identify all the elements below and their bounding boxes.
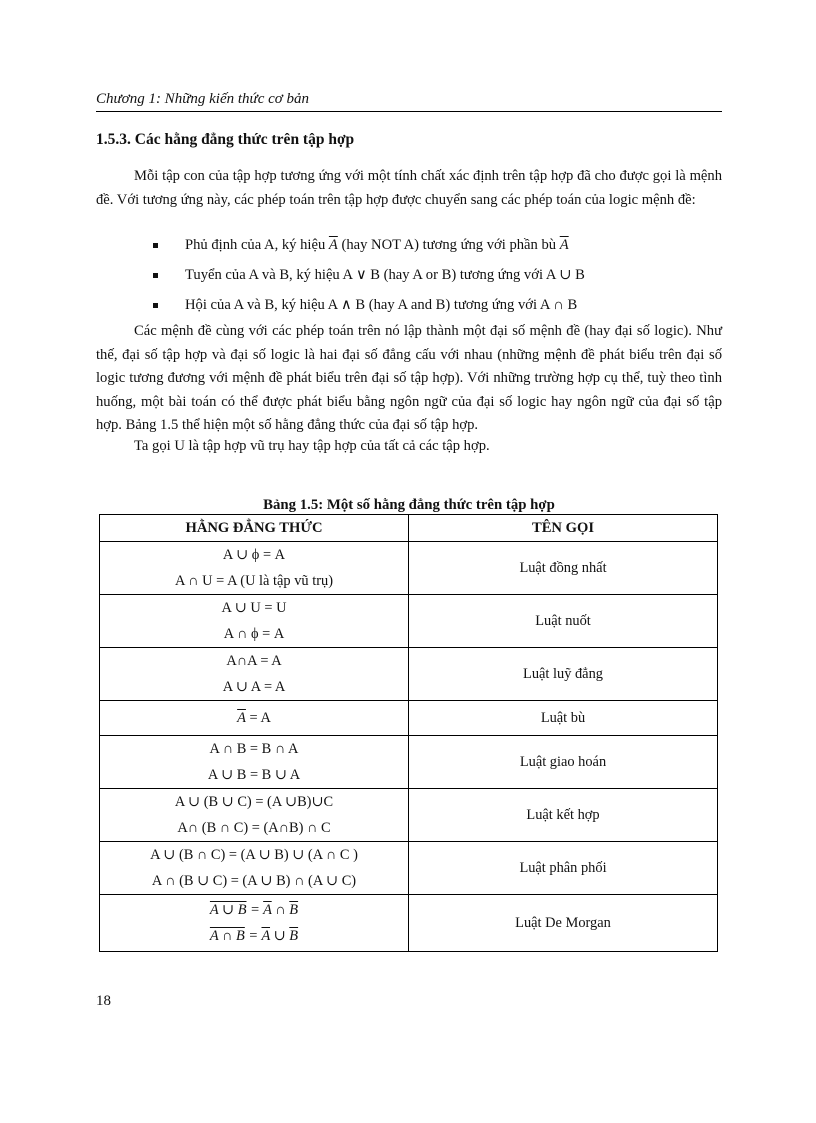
complement-symbol: $\overline{A}$ <box>559 237 569 253</box>
table-row: $\overline{A} = A$ Luật bù <box>100 701 718 736</box>
paragraph-intro: Mỗi tập con của tập hợp tương ứng với một tính chất xác định trên tập hợp đã cho được gọi là mệnh đề. Với tương ứng này, các phép toán trên tập hợp được chuyển sang các phép toán của logic mệnh đề: <box>96 168 722 208</box>
chapter-header: Chương 1: Những kiến thức cơ bản <box>96 88 722 112</box>
column-header-formula: HẰNG ĐẲNG THỨC <box>100 515 409 542</box>
table-row: A ∪ $B = \overline{A}$ ∩ $\overline{B}$ A ∩ $B = \overline{A}$ ∪ $\overline{B}$ Luật De Morgan <box>100 895 718 952</box>
page-number: 18 <box>96 993 111 1009</box>
table-caption: Bảng 1.5: Một số hằng đẳng thức trên tập hợp <box>263 497 555 513</box>
table-row: A ∪ (B ∪ C) = (A ∪B)∪C A∩ (B ∩ C) = (A∩B) ∩ C Luật kết hợp <box>100 789 718 842</box>
paragraph-universe: Ta gọi U là tập hợp vũ trụ hay tập hợp của tất cả các tập hợp. <box>134 438 490 454</box>
table-row: A∩A = A A ∪ A = A Luật luỹ đẳng <box>100 648 718 701</box>
table-row: A ∪ (B ∩ C) = (A ∪ B) ∪ (A ∩ C ) A ∩ (B ∪ C) = (A ∪ B) ∩ (A ∪ C) Luật phân phối <box>100 842 718 895</box>
negation-symbol: $\overline{A}$ <box>328 237 338 253</box>
section-title: 1.5.3. Các hằng đẳng thức trên tập hợp <box>96 131 355 148</box>
column-header-name: TÊN GỌI <box>409 515 718 542</box>
bullet-square-icon <box>153 273 158 278</box>
table-header-row <box>100 515 718 542</box>
table-row: A ∪ U = U A ∩ ϕ = A Luật nuốt <box>100 595 718 648</box>
bullet-square-icon <box>153 303 158 308</box>
identities-table <box>99 514 718 952</box>
table-row: A ∩ B = B ∩ A A ∪ B = B ∪ A Luật giao hoán <box>100 736 718 789</box>
paragraph-algebra: Các mệnh đề cùng với các phép toán trên nó lập thành một đại số mệnh đề (hay đại số logic). Như thế, đại số tập hợp và đại số logic là hai đại số đẳng cấu với nhau (những mệnh đề phát biểu trên đại số logic tương đương với mệnh đề phát biểu trên đại số tập hợp). Với những trường hợp cụ thể, tuỳ theo tình huống, một bài toán có thể được phát biểu bằng ngôn ngữ của đại số logic hay ngôn ngữ của đại số tập hợp. Bảng 1.5 thể hiện một số hằng đẳng thức của đại số tập hợp. <box>96 323 722 433</box>
table-row: A ∪ ϕ = A A ∩ U = A (U là tập vũ trụ) Luật đồng nhất <box>100 542 718 595</box>
bullet-square-icon <box>153 243 158 248</box>
complement-bar-symbol: $\overline{A}$ <box>237 710 246 726</box>
